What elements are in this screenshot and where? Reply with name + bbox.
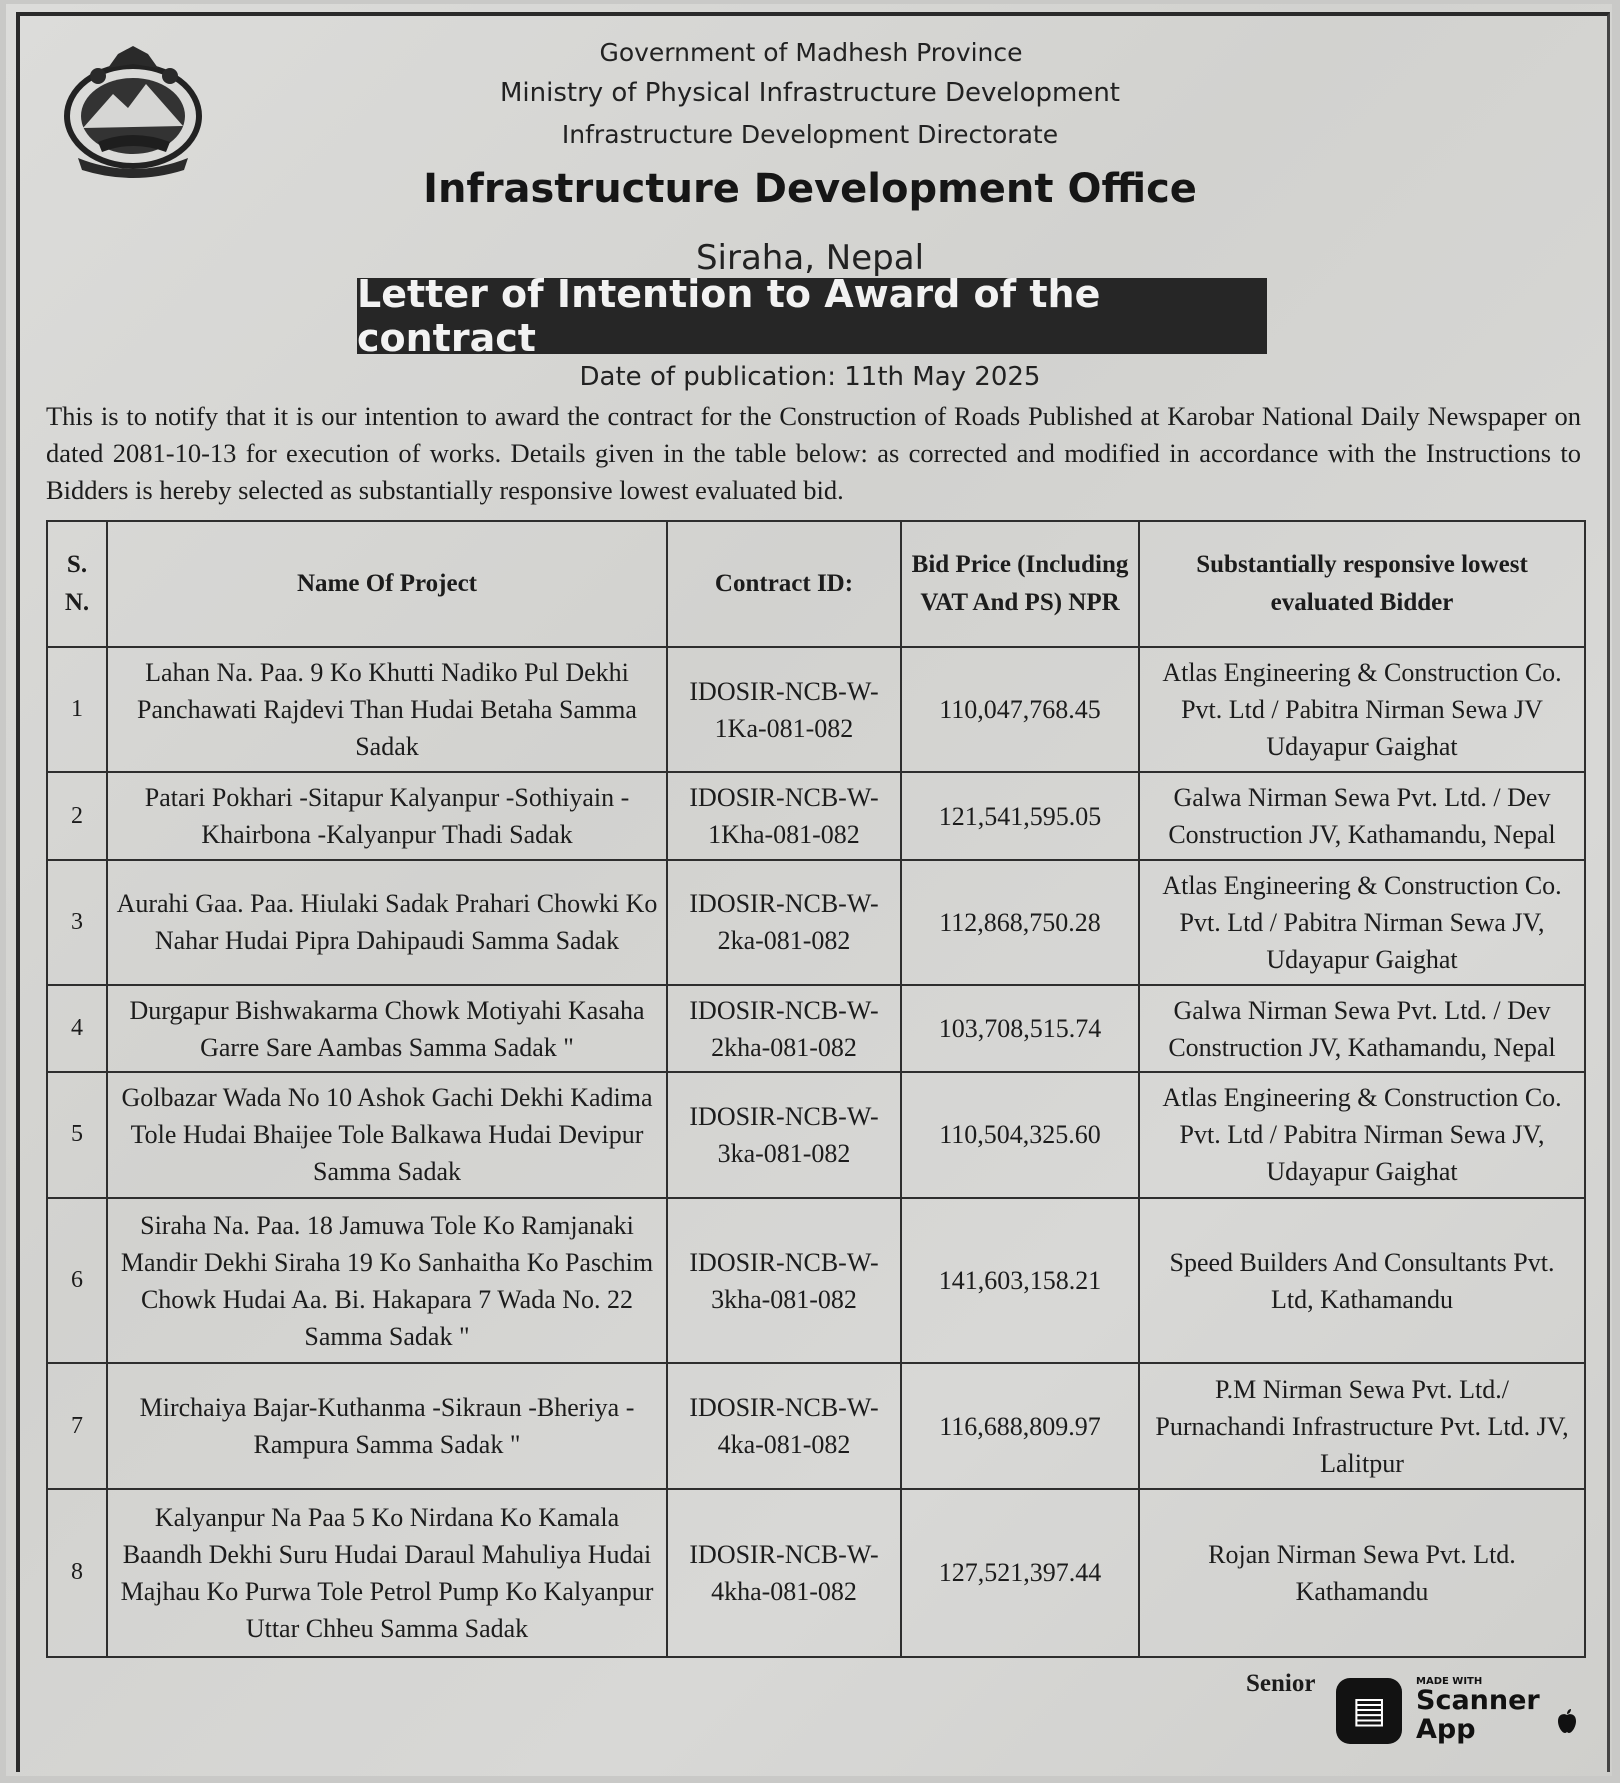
row-bid-price: 121,541,595.05: [901, 772, 1139, 859]
signature-title: Senior: [1246, 1670, 1316, 1697]
row-project: Siraha Na. Paa. 18 Jamuwa Tole Ko Ramjanaki Mandir Dekhi Siraha 19 Ko Sanhaitha Ko Paschim Chowk Hudai Aa. Bi. Hakapara 7 Wada No. 22 Samma Sadak ": [107, 1198, 667, 1364]
row-sn: 4: [47, 985, 107, 1072]
table-row: [47, 772, 1585, 859]
row-bidder: Atlas Engineering & Construction Co. Pvt. Ltd / Pabitra Nirman Sewa JV, Udayapur Gaighat: [1139, 1072, 1585, 1197]
table-row: [47, 1198, 1585, 1364]
watermark-app-name: [1416, 1686, 1540, 1744]
row-project: Durgapur Bishwakarma Chowk Motiyahi Kasaha Garre Sare Aambas Samma Sadak ": [107, 985, 667, 1072]
header-bidder: Substantially responsive lowest evaluated Bidder: [1139, 521, 1585, 647]
row-contract-id: IDOSIR-NCB-W-3ka-081-082: [667, 1072, 901, 1197]
table-row: [47, 647, 1585, 772]
row-bid-price: 141,603,158.21: [901, 1198, 1139, 1364]
office-location: Siraha, Nepal: [695, 238, 925, 278]
row-bid-price: 110,047,768.45: [901, 647, 1139, 772]
directorate-name: Infrastructure Development Directorate: [561, 120, 1059, 149]
header-contract-id: Contract ID:: [667, 521, 901, 647]
row-contract-id: IDOSIR-NCB-W-2ka-081-082: [667, 860, 901, 985]
row-sn: 7: [47, 1363, 107, 1488]
row-sn: 8: [47, 1489, 107, 1657]
row-sn: 3: [47, 860, 107, 985]
row-bidder: P.M Nirman Sewa Pvt. Ltd./ Purnachandi Infrastructure Pvt. Ltd. JV, Lalitpur: [1139, 1363, 1585, 1488]
row-bid-price: 116,688,809.97: [901, 1363, 1139, 1488]
row-contract-id: IDOSIR-NCB-W-3kha-081-082: [667, 1198, 901, 1364]
notice-banner: Letter of Intention to Award of the contract: [357, 278, 1267, 354]
row-contract-id: IDOSIR-NCB-W-4ka-081-082: [667, 1363, 901, 1488]
publication-date: Date of publication: 11th May 2025: [579, 362, 1041, 392]
row-sn: 5: [47, 1072, 107, 1197]
row-contract-id: IDOSIR-NCB-W-1Kha-081-082: [667, 772, 901, 859]
row-bidder: Atlas Engineering & Construction Co. Pvt. Ltd / Pabitra Nirman Sewa JV, Udayapur Gaighat: [1139, 860, 1585, 985]
row-bid-price: 127,521,397.44: [901, 1489, 1139, 1657]
row-project: Kalyanpur Na Paa 5 Ko Nirdana Ko Kamala Baandh Dekhi Suru Hudai Daraul Mahuliya Hudai Majhau Ko Purwa Tole Petrol Pump Ko Kalyanpur Uttar Chheu Samma Sadak: [107, 1489, 667, 1657]
watermark-line2: App: [1416, 1714, 1476, 1745]
apple-icon: [1556, 1708, 1578, 1734]
intro-paragraph: This is to notify that it is our intention to award the contract for the Construction of Roads Published at Karobar National Daily Newspaper on dated 2081-10-13 for execution of works. Details given in the table below: as corrected and modified in accordance with the Instructions to Bidders is hereby selected as substantially responsive lowest evaluated bid.: [46, 401, 1581, 505]
row-project: Golbazar Wada No 10 Ashok Gachi Dekhi Kadima Tole Hudai Bhaijee Tole Balkawa Hudai Devipur Samma Sadak: [107, 1072, 667, 1197]
award-table: [46, 520, 1586, 1658]
table-row: [47, 985, 1585, 1072]
row-bidder: Atlas Engineering & Construction Co. Pvt. Ltd / Pabitra Nirman Sewa JV Udayapur Gaighat: [1139, 647, 1585, 772]
scanner-app-icon: ▤: [1336, 1678, 1402, 1744]
watermark-line1: Scanner: [1416, 1685, 1540, 1716]
row-contract-id: IDOSIR-NCB-W-1Ka-081-082: [667, 647, 901, 772]
row-sn: 6: [47, 1198, 107, 1364]
row-project: Lahan Na. Paa. 9 Ko Khutti Nadiko Pul Dekhi Panchawati Rajdevi Than Hudai Betaha Samma Sadak: [107, 647, 667, 772]
table-row: [47, 1072, 1585, 1197]
table-header-row: [47, 521, 1585, 647]
watermark-made-with: MADE WITH: [1416, 1676, 1483, 1687]
row-contract-id: IDOSIR-NCB-W-4kha-081-082: [667, 1489, 901, 1657]
government-name: Government of Madhesh Province: [599, 38, 1023, 67]
table-row: [47, 1489, 1585, 1657]
row-sn: 2: [47, 772, 107, 859]
header-bid-price: Bid Price (Including VAT And PS) NPR: [901, 521, 1139, 647]
row-bid-price: 103,708,515.74: [901, 985, 1139, 1072]
ministry-name: Ministry of Physical Infrastructure Development: [499, 78, 1120, 108]
row-bidder: Galwa Nirman Sewa Pvt. Ltd. / Dev Construction JV, Kathamandu, Nepal: [1139, 985, 1585, 1072]
row-bid-price: 112,868,750.28: [901, 860, 1139, 985]
row-bidder: Galwa Nirman Sewa Pvt. Ltd. / Dev Construction JV, Kathamandu, Nepal: [1139, 772, 1585, 859]
row-project: Patari Pokhari -Sitapur Kalyanpur -Sothiyain -Khairbona -Kalyanpur Thadi Sadak: [107, 772, 667, 859]
row-bidder: Rojan Nirman Sewa Pvt. Ltd. Kathamandu: [1139, 1489, 1585, 1657]
table-row: [47, 1363, 1585, 1488]
row-project: Mirchaiya Bajar-Kuthanma -Sikraun -Bheriya - Rampura Samma Sadak ": [107, 1363, 667, 1488]
row-bid-price: 110,504,325.60: [901, 1072, 1139, 1197]
header-sn: S. N.: [47, 521, 107, 647]
table-row: [47, 860, 1585, 985]
office-title: Infrastructure Development Office: [423, 166, 1197, 212]
scanner-app-watermark: [1336, 1676, 1606, 1748]
row-contract-id: IDOSIR-NCB-W-2kha-081-082: [667, 985, 901, 1072]
header-project: Name Of Project: [107, 521, 667, 647]
row-project: Aurahi Gaa. Paa. Hiulaki Sadak Prahari Chowki Ko Nahar Hudai Pipra Dahipaudi Samma Sadak: [107, 860, 667, 985]
row-sn: 1: [47, 647, 107, 772]
row-bidder: Speed Builders And Consultants Pvt. Ltd, Kathamandu: [1139, 1198, 1585, 1364]
